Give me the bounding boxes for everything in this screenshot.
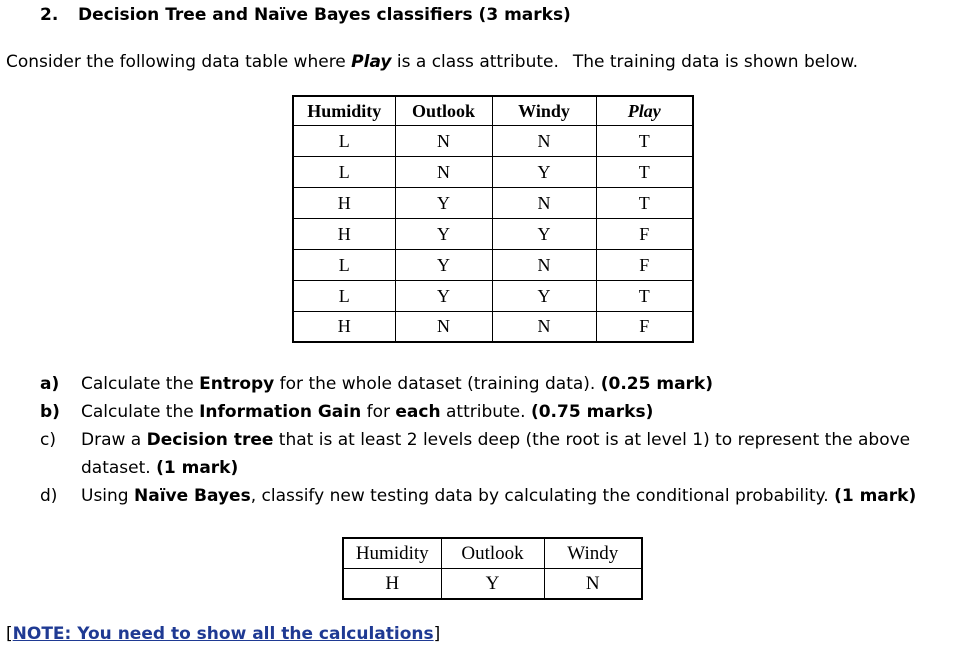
table-row — [293, 250, 693, 281]
question-a-label: a) — [40, 374, 60, 394]
question-c-label: c) — [40, 430, 56, 450]
table-row — [293, 281, 693, 312]
question-list — [40, 370, 965, 510]
intro-play-word: Play — [351, 52, 392, 72]
intro-text — [6, 52, 858, 72]
table-cell: N — [492, 126, 596, 157]
table-cell: N — [492, 312, 596, 343]
table-cell: N — [395, 312, 492, 343]
table-row — [343, 569, 642, 600]
table-cell: T — [596, 157, 693, 188]
table-cell: F — [596, 250, 693, 281]
table-cell: Y — [395, 250, 492, 281]
table-cell: Y — [492, 157, 596, 188]
question-c: c) Draw a Decision tree that is at least 2 levels deep (the root is at level 1) to represent the above dataset. (1 mark) — [40, 426, 965, 482]
table-cell: F — [596, 219, 693, 250]
table-cell: N — [395, 126, 492, 157]
note: [NOTE: You need to show all the calculations] — [6, 624, 441, 644]
table-cell: Y — [395, 219, 492, 250]
testing-data-table — [342, 537, 643, 600]
table-cell: N — [492, 250, 596, 281]
intro-after: is a class attribute. — [391, 52, 559, 72]
header-humidity: Humidity — [343, 538, 441, 569]
question-number: 2. — [40, 5, 59, 25]
header-outlook: Outlook — [441, 538, 544, 569]
table-row — [293, 188, 693, 219]
table-row — [293, 219, 693, 250]
table-cell: L — [293, 157, 395, 188]
note-text: NOTE: You need to show all the calculations — [12, 624, 434, 644]
table-row — [293, 126, 693, 157]
table-cell: Y — [492, 219, 596, 250]
table-header-row — [293, 96, 693, 126]
question-b-label: b) — [40, 402, 60, 422]
table-cell: L — [293, 250, 395, 281]
table-cell: L — [293, 281, 395, 312]
question-title: Decision Tree and Naïve Bayes classifiers (3 marks) — [78, 5, 571, 25]
table-cell: H — [293, 188, 395, 219]
table-cell: N — [544, 569, 642, 600]
table-cell: Y — [441, 569, 544, 600]
table-cell: T — [596, 281, 693, 312]
table-row — [293, 157, 693, 188]
intro-before: Consider the following data table where — [6, 52, 352, 72]
table-cell: T — [596, 188, 693, 219]
header-outlook: Outlook — [395, 96, 492, 126]
question-a: a) Calculate the Entropy for the whole dataset (training data). (0.25 mark) — [40, 370, 965, 398]
intro-second-sentence: The training data is shown below. — [572, 52, 859, 72]
table-cell: L — [293, 126, 395, 157]
training-data-table — [292, 95, 694, 343]
table-header-row — [343, 538, 642, 569]
header-play: Play — [596, 96, 693, 126]
table-cell: F — [596, 312, 693, 343]
header-windy: Windy — [492, 96, 596, 126]
table-cell: N — [395, 157, 492, 188]
question-d-label: d) — [40, 486, 58, 506]
table-row — [293, 312, 693, 343]
table-cell: H — [293, 219, 395, 250]
table-cell: T — [596, 126, 693, 157]
table-cell: N — [492, 188, 596, 219]
table-cell: Y — [395, 281, 492, 312]
question-b: b) Calculate the Information Gain for each attribute. (0.75 marks) — [40, 398, 965, 426]
table-cell: Y — [395, 188, 492, 219]
header-windy: Windy — [544, 538, 642, 569]
table-cell: H — [293, 312, 395, 343]
header-humidity: Humidity — [293, 96, 395, 126]
question-heading — [40, 5, 571, 25]
table-cell: H — [343, 569, 441, 600]
question-d: d) Using Naïve Bayes, classify new testing data by calculating the conditional probability. (1 mark) — [40, 482, 965, 510]
table-cell: Y — [492, 281, 596, 312]
